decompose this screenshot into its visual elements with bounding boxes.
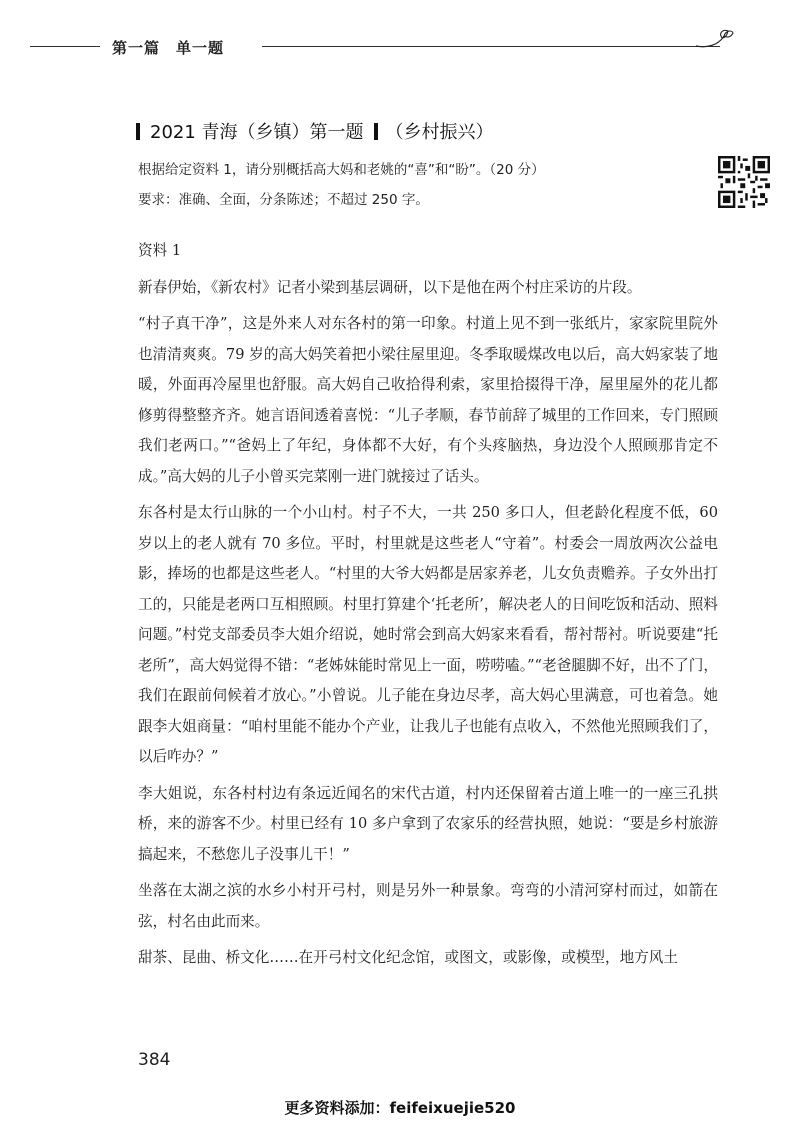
material-heading: 资料 1 [138, 242, 182, 259]
footer-note: 更多资料添加：feifeixuejie520 [284, 1099, 516, 1117]
sprout-icon [694, 28, 734, 50]
running-title: 第一篇 单一题 [112, 39, 225, 57]
page-number: 384 [138, 1050, 171, 1070]
running-header [30, 36, 730, 56]
material-paragraph: “村子真干净”，这是外来人对东各村的第一印象。村道上见不到一张纸片，家家院里院外也清清爽爽。79 岁的高大妈笑着把小梁往屋里迎。冬季取暖煤改电以后，高大妈家装了地暖，外面再冷屋里也舒服。高大妈自己收拾得利索，家里拾掇得干净，屋里屋外的花儿都修剪得整整齐齐。她言语间透着喜悦：“儿子孝顺，春节前辞了城里的工作回来，专门照顾我们老两口。”“爸妈上了年纪，身体都不大好，有个头疼脑热，身边没个人照顾那肯定不成。”高大妈的儿子小曾买完菜刚一进门就接过了话头。 [138, 315, 718, 485]
title-bar-left [136, 123, 140, 140]
question-prompt: 根据给定资料 1，请分别概括高大妈和老姚的“喜”和“盼”。（20 分） [138, 162, 545, 178]
question-requirement: 要求：准确、全面，分条陈述；不超过 250 字。 [138, 192, 429, 208]
material-body [138, 236, 718, 980]
title-text: 2021 青海（乡镇）第一题 [150, 122, 364, 143]
material-paragraph: 坐落在太湖之滨的水乡小村开弓村，则是另外一种景象。弯弯的小清河穿村而过，如箭在弦，村名由此而来。 [138, 882, 718, 930]
title-bar-mid [374, 123, 378, 140]
header-rule-right [262, 46, 720, 47]
material-paragraph: 李大姐说，东各村村边有条远近闻名的宋代古道，村内还保留着古道上唯一的一座三孔拱桥，来的游客不少。村里已经有 10 多户拿到了农家乐的经营执照，她说：“要是乡村旅游搞起来，不愁您儿子没事儿干！” [138, 784, 718, 863]
header-rule-left [30, 46, 100, 47]
title-topic: （乡村振兴） [385, 122, 494, 143]
material-paragraph: 东各村是太行山脉的一个小山村。村子不大，一共 250 多口人，但老龄化程度不低，60 岁以上的老人就有 70 多位。平时，村里就是这些老人“守着”。村委会一周放两次公益电影，捧场的也都是这些老人。“村里的大爷大妈都是居家养老，儿女负责赡养。子女外出打工的，只能是老两口互相照顾。村里打算建个‘托老所’，解决老人的日间吃饭和活动、照料问题。”村党支部委员李大姐介绍说，她时常会到高大妈家来看看，帮衬帮衬。听说要建“托老所”，高大妈觉得不错：“老姊妹能时常见上一面，唠唠嗑。”“老爸腿脚不好，出不了门，我们在跟前伺候着才放心。”小曾说。儿子能在身边尽孝，高大妈心里满意，可也着急。她跟李大姐商量：“咱村里能不能办个产业，让我儿子也能有点收入，不然他光照顾我们了，以后咋办？” [138, 504, 718, 765]
material-paragraph: 甜茶、昆曲、桥文化……在开弓村文化纪念馆，或图文，或影像，或模型，地方风土 [138, 949, 678, 966]
material-paragraph: 新春伊始，《新农村》记者小梁到基层调研，以下是他在两个村庄采访的片段。 [138, 278, 642, 296]
question-title [136, 118, 494, 144]
